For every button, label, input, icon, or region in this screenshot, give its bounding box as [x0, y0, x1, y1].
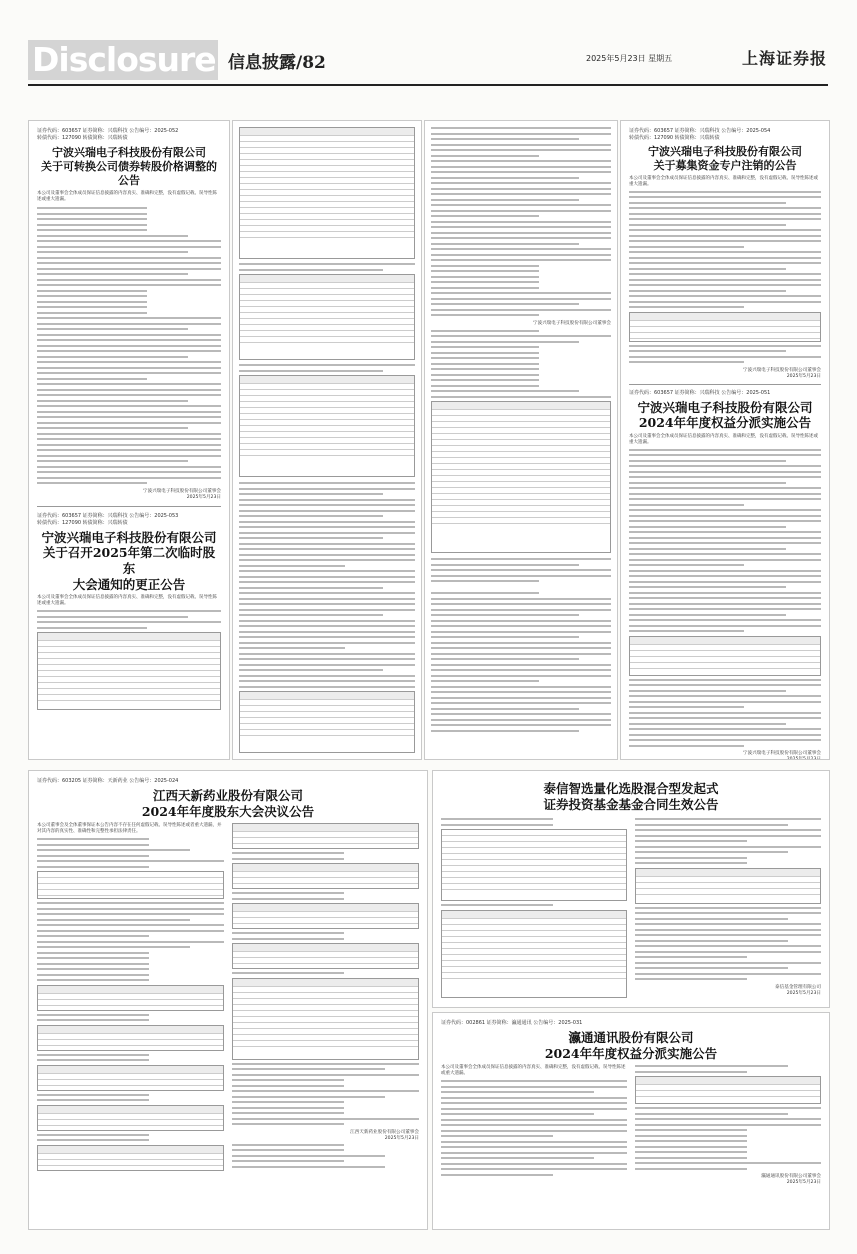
- vote-table: [37, 1065, 224, 1091]
- title-line: 泰信智选量化选股混合型发起式: [543, 781, 719, 796]
- announcement-body-text: [635, 818, 821, 864]
- announcement-meta-bond: 转债代码：127090 转债简称：兴瑞转债: [629, 135, 720, 141]
- section-title: 信息披露/82: [228, 53, 326, 73]
- vote-detail-table: [232, 978, 419, 1060]
- announcement-signer: 宁波兴瑞电子科技股份有限公司董事会: [142, 488, 221, 494]
- announcement-title: [441, 1030, 821, 1061]
- announcement-signer: 泰信基金管理有限公司: [775, 984, 821, 990]
- vote-table: [232, 903, 419, 929]
- announcement-body-text: [232, 932, 419, 940]
- title-line: 宁波兴瑞电子科技股份有限公司: [52, 146, 206, 159]
- announcement-signer: 瀛通通讯股份有限公司董事会: [761, 1174, 821, 1180]
- dividend-table: [635, 1076, 821, 1104]
- announcement-title: [37, 530, 221, 593]
- announcement-continuation: [232, 120, 422, 760]
- vote-table: [232, 943, 419, 969]
- announcement-body-text: [431, 592, 611, 732]
- announcement-body-text: [431, 330, 611, 398]
- announcement-title: [629, 400, 821, 431]
- announcement-taixin-fund: [432, 770, 830, 1008]
- announcement-signer: 宁波兴瑞电子科技股份有限公司董事会: [742, 367, 821, 373]
- announcement-date: 2025年5月23日: [384, 1135, 419, 1141]
- issue-date: 2025年5月23日 星期五: [586, 54, 673, 63]
- announcement-body-text: [232, 892, 419, 900]
- proposal-table: [239, 127, 415, 259]
- announcement-body-text: [232, 852, 419, 860]
- announcement-body-text: [37, 838, 224, 868]
- announcement-date: 2025年5月23日: [786, 373, 821, 379]
- fund-info-table: [441, 829, 627, 901]
- announcement-ningbo-convertible: [28, 120, 230, 760]
- announcement-meta: 证券代码：603657 证券简称：兴瑞科技 公告编号：2025-051: [629, 389, 771, 396]
- announcement-body-text: [441, 904, 627, 906]
- announcement-body-text: [37, 1094, 224, 1102]
- announcement-meta: 证券代码：603657 证券简称：兴瑞科技 公告编号：2025-052: [37, 128, 179, 134]
- holder-table: [635, 868, 821, 904]
- announcement-jiangxi: [28, 770, 428, 1230]
- dividend-table: [629, 636, 821, 676]
- announcement-body-text: [441, 1080, 627, 1176]
- proxy-form-table: [431, 401, 611, 553]
- title-line: 证券投资基金基金合同生效公告: [543, 796, 719, 812]
- announcement-statement: 本公司及董事会全体成员保证信息披露的内容真实、准确和完整，没有虚假记载、误导性陈述或重大遗漏。: [37, 595, 217, 607]
- title-line: 2024年年度权益分派实施公告: [638, 415, 812, 431]
- announcement-signer: 宁波兴瑞电子科技股份有限公司董事会: [742, 751, 821, 757]
- masthead: [28, 38, 828, 86]
- announcement-body-text: [37, 207, 221, 484]
- proposal-table: [239, 274, 415, 360]
- announcement-body-text: [635, 1065, 821, 1073]
- title-line: 江西天新药业股份有限公司: [152, 788, 303, 803]
- title-line: 2024年年度股东大会决议公告: [141, 803, 315, 819]
- title-line: 宁波兴瑞电子科技股份有限公司: [648, 145, 802, 158]
- announcement-body-text: [431, 127, 611, 316]
- announcement-body-text: [629, 345, 821, 364]
- fundraising-table: [441, 910, 627, 998]
- brand-logo: Disclosure: [28, 40, 218, 80]
- announcement-date: 2025年5月23日: [186, 494, 221, 500]
- divider: [37, 506, 221, 507]
- title-line: 大会通知的更正公告: [72, 576, 186, 592]
- announcement-meta-bond: 转债代码：127090 转债简称：兴瑞转债: [37, 135, 128, 141]
- announcement-ningbo-special-account: [620, 120, 830, 760]
- announcement-meta: 证券代码：603205 证券简称：天新药业 公告编号：2025-024: [37, 778, 179, 784]
- announcement-body-text: [232, 1144, 419, 1168]
- vote-table: [37, 1105, 224, 1131]
- announcement-signer: 江西天新药业股份有限公司董事会: [350, 1129, 419, 1135]
- announcement-meta: 证券代码：603657 证券简称：兴瑞科技 公告编号：2025-054: [629, 128, 771, 134]
- announcement-signer: 宁波兴瑞电子科技股份有限公司董事会: [532, 320, 611, 326]
- two-column-body: [37, 823, 419, 1171]
- announcement-body-text: [635, 907, 821, 981]
- attendance-table: [37, 871, 224, 899]
- announcement-body-text: [629, 191, 821, 309]
- vote-table: [232, 863, 419, 889]
- announcement-title: [37, 146, 221, 187]
- proposal-table: [239, 375, 415, 477]
- announcement-body-text: [37, 1134, 224, 1142]
- divider: [629, 384, 821, 385]
- two-column-body: [441, 1065, 821, 1185]
- right-column: [635, 1065, 821, 1185]
- announcement-body-text: [239, 364, 415, 372]
- title-line: 瀛通通讯股份有限公司: [568, 1030, 694, 1045]
- vote-table: [232, 823, 419, 849]
- announcement-continuation-2: [424, 120, 618, 760]
- vote-table: [37, 1025, 224, 1051]
- announcement-body-text: [431, 558, 611, 582]
- right-column: [635, 818, 821, 998]
- announcement-date: 2025年5月23日: [786, 990, 821, 996]
- announcement-body-text: [629, 449, 821, 633]
- announcement-statement: 本公司及董事会全体成员保证信息披露的内容真实、准确和完整，没有虚假记载、误导性陈述或重大遗漏。: [37, 191, 217, 203]
- announcement-body-text: [635, 1107, 821, 1170]
- announcement-body-text: [37, 902, 224, 981]
- announcement-date: 2025年5月23日: [786, 757, 821, 760]
- announcement-title: [37, 788, 419, 819]
- announcement-meta: 证券代码：002861 证券简称：瀛通通讯 公告编号：2025-031: [441, 1020, 583, 1026]
- announcement-body-text: [441, 818, 627, 826]
- title-line: 2024年年度权益分派实施公告: [544, 1045, 718, 1061]
- announcement-yingtong: [432, 1012, 830, 1230]
- right-column: [232, 823, 419, 1171]
- title-line: 关于可转换公司债券转股价格调整的公告: [41, 159, 217, 187]
- announcement-body-text: [232, 1063, 419, 1126]
- announcement-statement: 本公司董事会及全体董事保证本公告内容不存在任何虚假记载、误导性陈述或者重大遗漏，并对其内容的真实性、准确性和完整性承担法律责任。: [37, 823, 222, 835]
- voting-table: [239, 691, 415, 753]
- announcement-body-text: [239, 482, 415, 688]
- two-column-body: [441, 818, 821, 998]
- announcement-title: [441, 781, 821, 812]
- newspaper-name: 上海证券报: [742, 49, 828, 68]
- announcement-statement: 本公司及董事会全体成员保证信息披露的内容真实、准确和完整，没有虚假记载、误导性陈述或重大遗漏。: [441, 1065, 626, 1077]
- announcement-date: 2025年5月23日: [786, 1180, 821, 1186]
- title-line: 关于召开2025年第二次临时股东: [42, 545, 216, 576]
- announcement-title: [629, 145, 821, 173]
- proposal-table: [37, 632, 221, 710]
- announcement-body-text: [239, 263, 415, 271]
- left-column: [37, 823, 224, 1171]
- left-column: [441, 818, 627, 998]
- title-line: 宁波兴瑞电子科技股份有限公司: [41, 529, 217, 545]
- vote-table: [37, 1145, 224, 1171]
- announcement-statement: 本公司及董事会全体成员保证信息披露的内容真实、准确和完整，没有虚假记载、误导性陈述或重大遗漏。: [629, 433, 818, 445]
- announcement-statement: 本公司及董事会全体成员保证信息披露的内容真实、准确和完整，没有虚假记载、误导性陈述或重大遗漏。: [629, 175, 818, 187]
- title-line: 关于募集资金专户注销的公告: [653, 158, 797, 172]
- account-table: [629, 312, 821, 342]
- announcement-meta: 证券代码：603657 证券简称：兴瑞科技 公告编号：2025-053: [37, 512, 179, 519]
- announcement-body-text: [37, 610, 221, 629]
- vote-table: [37, 985, 224, 1011]
- announcement-body-text: [629, 679, 821, 747]
- announcement-body-text: [37, 1054, 224, 1062]
- left-column: [441, 1065, 627, 1185]
- announcement-meta-bond: 转债代码：127090 转债简称：兴瑞转债: [37, 519, 128, 526]
- announcement-body-text: [37, 1014, 224, 1022]
- title-line: 宁波兴瑞电子科技股份有限公司: [637, 399, 813, 415]
- announcement-body-text: [232, 972, 419, 974]
